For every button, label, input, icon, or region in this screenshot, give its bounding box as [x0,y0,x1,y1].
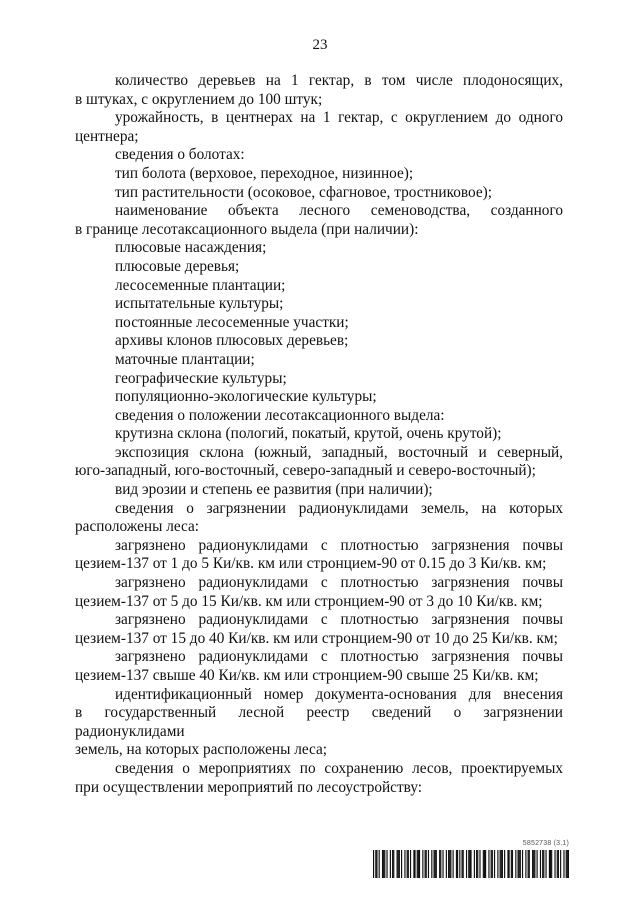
text-line: цезием-137 от 5 до 15 Ки/кв. км или стронцием-90 от 3 до 10 Ки/кв. км; [75,592,543,610]
barcode-bar [474,850,475,878]
barcode-bar [408,850,409,878]
barcode-bar [448,850,449,878]
barcode-bar [410,850,411,878]
barcode-bar [439,850,440,878]
barcode-bar [540,850,541,878]
barcode-bar [519,850,520,878]
barcode-bar [383,850,384,878]
text-line: архивы клонов плюсовых деревьев; [115,332,349,350]
barcode-bar [392,850,393,878]
barcode-bar [470,850,471,878]
barcode-bar [534,850,535,878]
barcode-bar [501,850,502,878]
barcode-bar [529,850,530,878]
barcode-bar [466,850,467,878]
barcode-bar [537,850,538,878]
text-line: плюсовые деревья; [115,257,240,275]
barcode-bar [492,850,493,878]
barcode-bar [418,850,419,878]
barcode-bar [407,850,408,878]
barcode-block [373,840,569,880]
barcode-bar [404,850,405,878]
barcode-bar [425,850,426,878]
barcode-bar [433,850,434,878]
barcode-bar [417,850,418,878]
barcode-bar [563,850,564,878]
text-line: цезием-137 от 1 до 5 Ки/кв. км или стронцием-90 от 0.15 до 3 Ки/кв. км; [75,555,547,573]
barcode-bar [422,850,423,878]
text-line: цезием-137 от 15 до 40 Ки/кв. км или стронцием-90 от 10 до 25 Ки/кв. км; [75,629,558,647]
text-line: цезием-137 свыше 40 Ки/кв. км или стронцием-90 свыше 25 Ки/кв. км; [75,667,539,684]
barcode-bar [502,850,503,878]
barcode-bar [543,850,544,878]
text-line: количество деревьев на 1 гектар, в том числе плодоносящих, [115,72,563,89]
barcode-bar [453,850,454,878]
text-line: вид эрозии и степень ее развития (при наличии); [115,481,433,499]
text-line: сведения о мероприятиях по сохранению лесов, проектируемых [115,759,563,777]
text-line: земель, на которых расположены леса; [75,741,328,759]
barcode-bar [382,850,383,878]
barcode-bar [456,850,457,878]
text-line: лесосеменные плантации; [115,276,286,294]
text-line: экспозиция склона (южный, западный, восточный и северный, [115,443,563,461]
barcode-bar [558,850,559,878]
barcode-bar [509,850,510,878]
barcode-bar [488,850,489,878]
barcode-bar [551,850,552,878]
barcode-bar [414,850,415,878]
barcode-bar [469,850,470,878]
barcode-bar [426,850,427,878]
text-line: тип болота (верховое, переходное, низинное); [115,164,414,182]
barcode-bar [542,850,543,878]
barcode-caption: 5852738 (3.1) [522,840,569,847]
barcode-bar [468,850,469,878]
barcode-bar [479,850,480,878]
barcode-bar [401,850,402,878]
barcode-bar [520,850,521,878]
barcode-bar [554,850,555,878]
barcode-bar [568,850,569,878]
barcode-bar [386,850,387,878]
barcode-bar [459,850,460,878]
text-line: тип растительности (осоковое, сфагновое, тростниковое); [115,183,492,201]
text-line: плюсовые насаждения; [115,239,267,257]
barcode-bar [463,850,464,878]
barcode-bar [428,850,429,878]
text-line: юго-западный, юго-восточный, северо-западный и северо-восточный); [75,462,536,480]
barcode-bar [517,850,518,878]
barcode-bar [522,850,523,878]
barcode-bar [485,850,486,878]
barcode-image [373,850,569,878]
barcode-bar [397,850,398,878]
barcode-bar [476,850,477,878]
barcode-bar [376,850,377,878]
barcode-bar [431,850,432,878]
barcode-bar [393,850,394,878]
text-line: загрязнено радионуклидами с плотностью загрязнения почвы [115,536,563,554]
text-line: географические культуры; [115,369,287,387]
barcode-bar [533,850,534,878]
barcode-bar [557,850,558,878]
barcode-bar [528,850,529,878]
barcode-bar [399,850,400,878]
text-line: при осуществлении мероприятий по лесоустройству: [75,778,423,796]
barcode-bar [491,850,492,878]
barcode-bar [497,850,498,878]
barcode-bar [390,850,391,878]
barcode-bar [511,850,512,878]
text-line: сведения о загрязнении радионуклидами земель, на которых [115,499,563,517]
barcode-bar [373,850,374,878]
text-line: маточные плантации; [115,350,255,368]
barcode-bar [483,850,484,878]
barcode-bar [507,850,508,878]
barcode-bar [477,850,478,878]
text-line: центнера; [75,127,139,145]
text-line: наименование объекта лесного семеноводства, созданного [115,202,563,220]
text-line: испытательные культуры; [115,295,284,313]
barcode-bar [384,850,385,878]
text-line: сведения о болотах: [115,146,245,164]
barcode-bar [532,850,533,878]
barcode-bar [436,850,437,878]
text-line: крутизна склона (пологий, покатый, крутой, очень крутой); [115,425,502,443]
text-line: в границе лесотаксационного выдела (при наличии): [75,220,419,238]
barcode-bar [494,850,495,878]
text-line: постоянные лесосеменные участки; [115,313,349,331]
barcode-bar [435,850,436,878]
barcode-bar [500,850,501,878]
barcode-bar [446,850,447,878]
barcode-bar [379,850,380,878]
barcode-bar [515,850,516,878]
barcode-bar [440,850,441,878]
text-line: загрязнено радионуклидами с плотностью загрязнения почвы [115,648,563,666]
barcode-bar [450,850,451,878]
barcode-bar [461,850,462,878]
barcode-bar [419,850,420,878]
barcode-bar [398,850,399,878]
barcode-bar [504,850,505,878]
text-line: загрязнено радионуклидами с плотностью загрязнения почвы [115,574,563,592]
text-line: идентификационный номер документа-основания для внесения [115,685,563,703]
text-line: загрязнено радионуклидами с плотностью загрязнения почвы [115,611,563,629]
page-number: 23 [312,37,328,53]
text-line: в штуках, с округлением до 100 штук; [75,90,323,108]
barcode-bar [449,850,450,878]
barcode-bar [567,850,568,878]
barcode-bar [375,850,376,878]
barcode-bar [484,850,485,878]
barcode-bar [545,850,546,878]
document-body [75,72,563,797]
barcode-bar [560,850,561,878]
barcode-bar [525,850,526,878]
text-line: расположены леса: [75,518,200,536]
barcode-bar [413,850,414,878]
text-line: урожайность, в центнерах на 1 гектар, с округлением до одного [115,109,563,127]
barcode-bar [457,850,458,878]
text-line: популяционно-экологические культуры; [115,388,377,406]
text-line: в государственный лесной реестр сведений о загрязнении радионуклидами [75,704,563,740]
barcode-bar [512,850,513,878]
barcode-bar [442,850,443,878]
barcode-bar [566,850,567,878]
barcode-bar [549,850,550,878]
barcode-bar [550,850,551,878]
text-line: сведения о положении лесотаксационного выдела: [115,406,445,424]
